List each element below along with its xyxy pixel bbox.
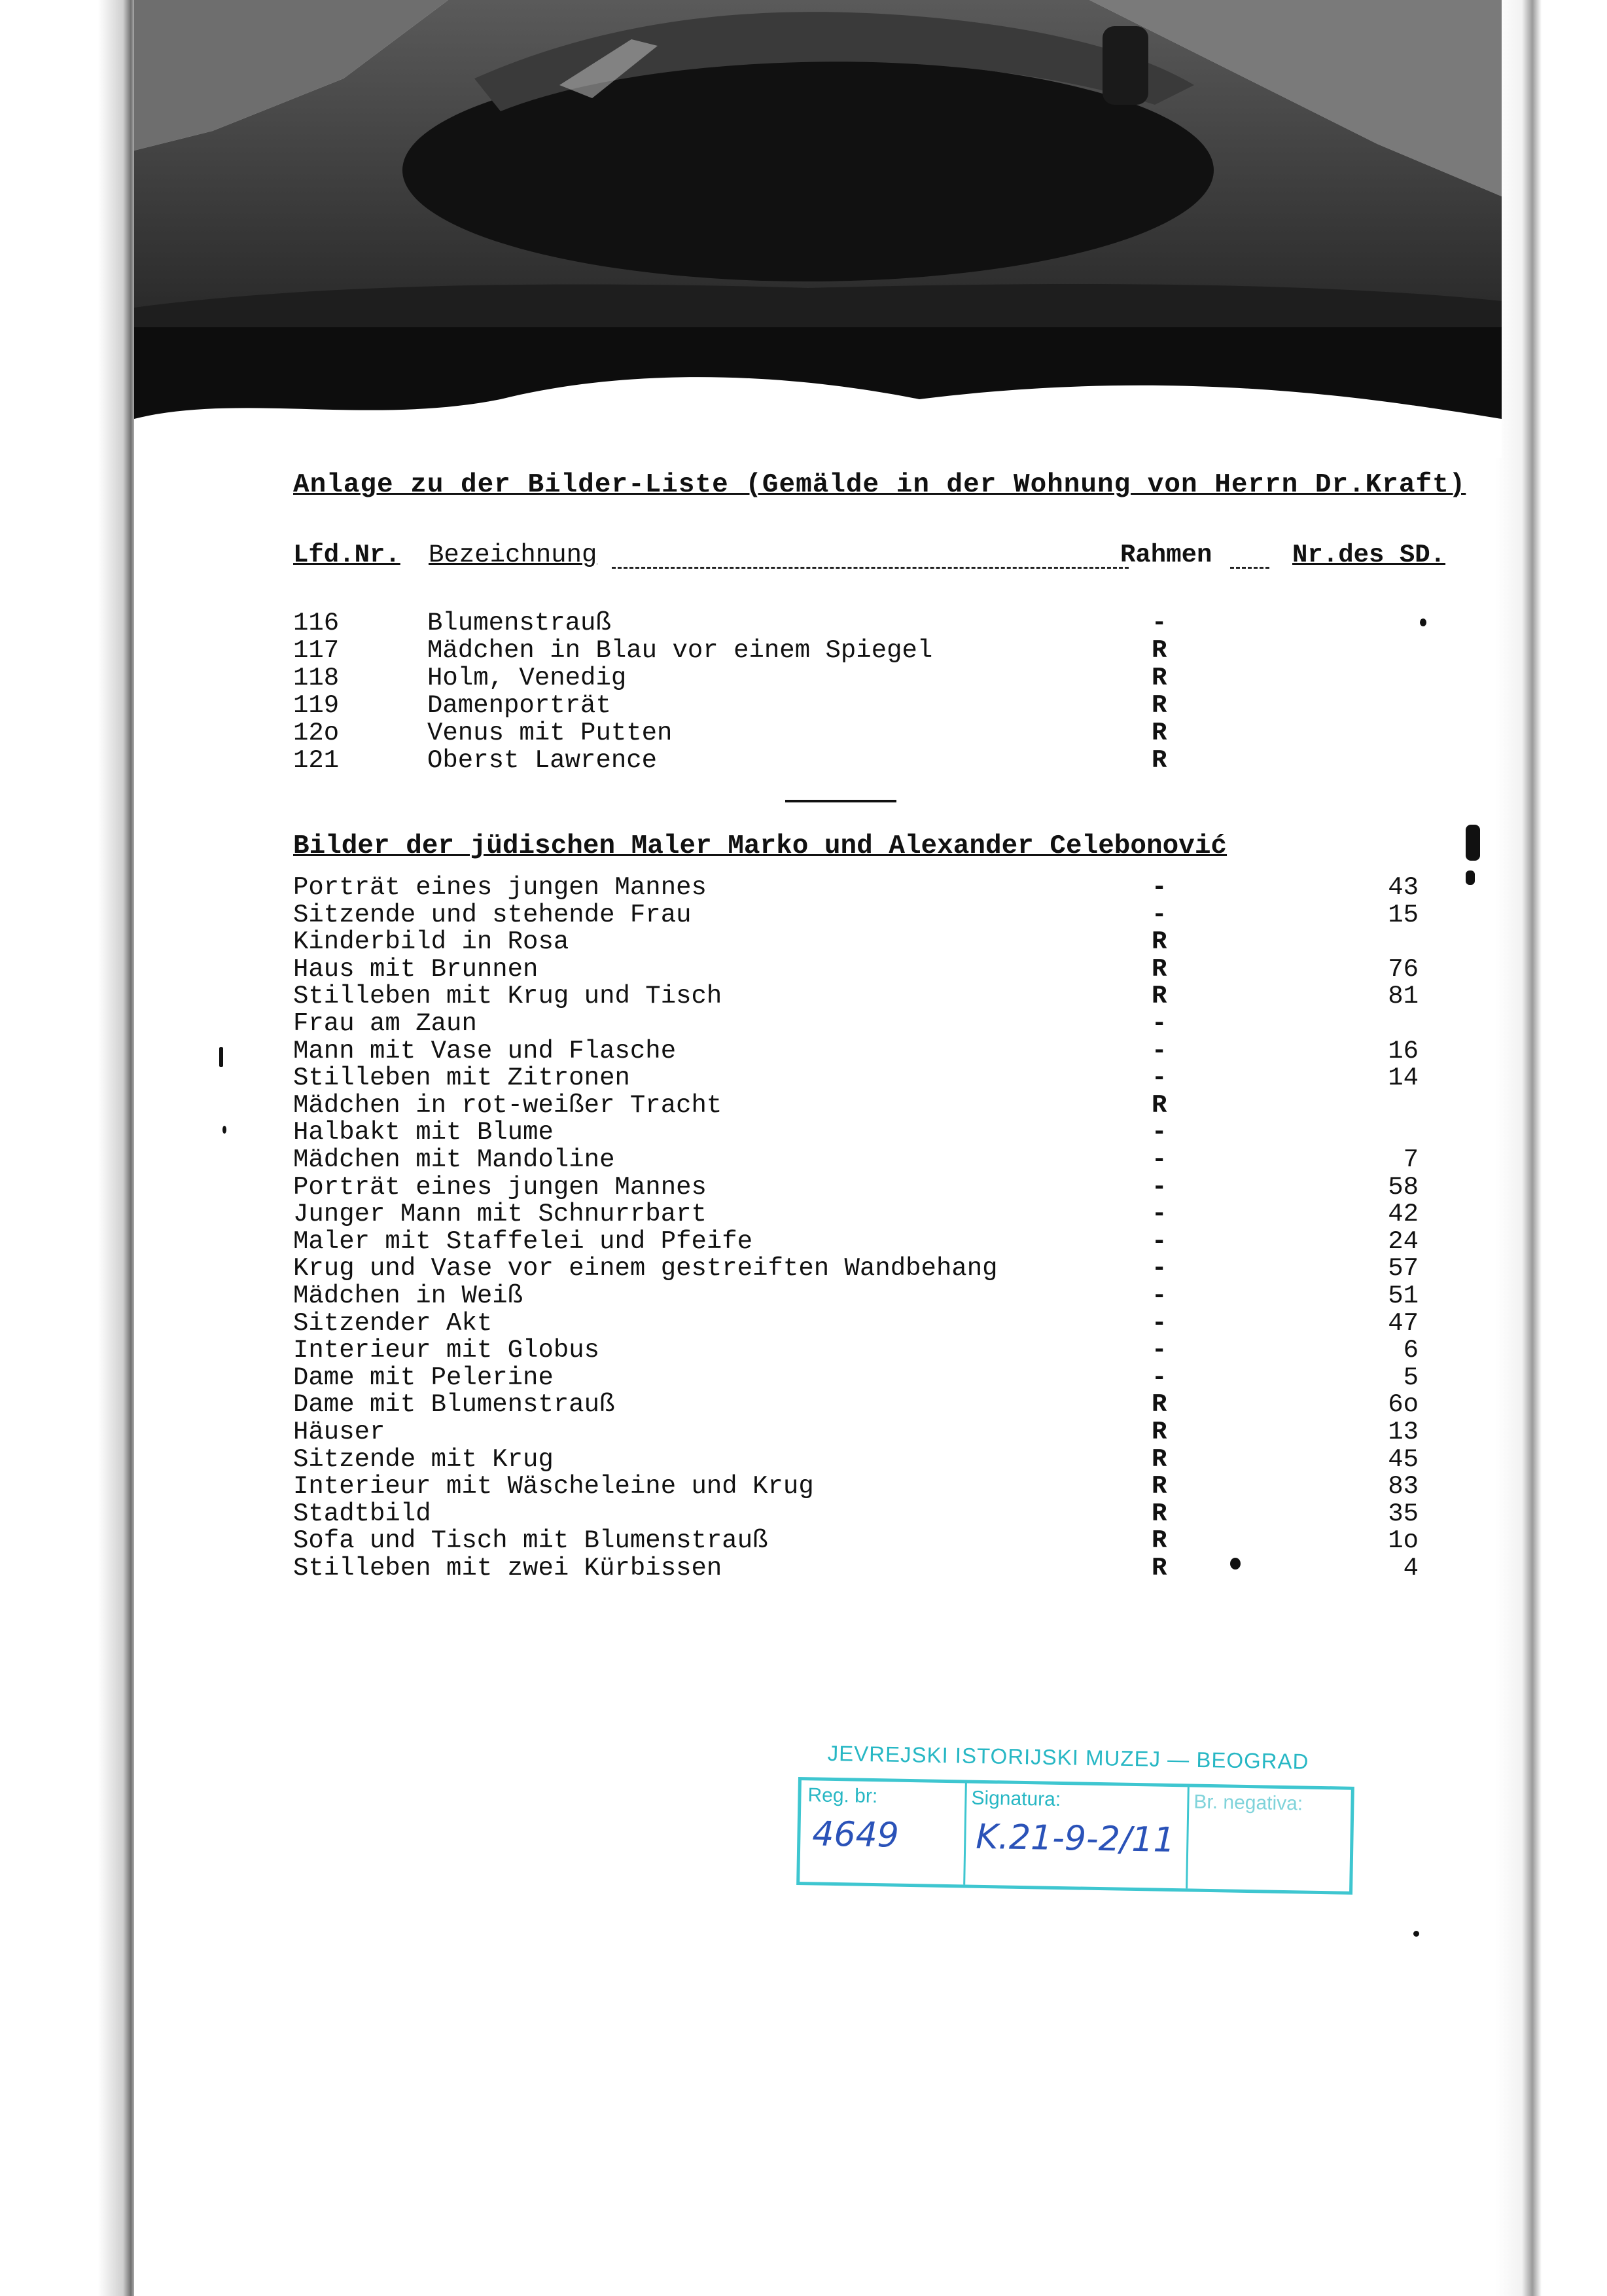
item-title: Halbakt mit Blume <box>293 1118 554 1147</box>
stamp-cell-reg <box>800 1780 967 1884</box>
item-title: Venus mit Putten <box>427 719 673 747</box>
item-frame-mark: - <box>1152 1309 1167 1338</box>
item-frame-mark: R <box>1152 636 1167 665</box>
item-frame-mark: R <box>1152 1472 1167 1501</box>
item-sd-number: 81 <box>1388 982 1419 1011</box>
item-title: Mädchen mit Mandoline <box>293 1145 615 1174</box>
item-title: Interieur mit Wäscheleine und Krug <box>293 1472 814 1501</box>
item-title: Frau am Zaun <box>293 1009 477 1038</box>
item-title: Dame mit Pelerine <box>293 1363 554 1392</box>
document-heading: Anlage zu der Bilder-Liste (Gemälde in der Wohnung von Herrn Dr.Kraft) <box>293 470 1466 500</box>
item-title: Holm, Venedig <box>427 664 627 692</box>
item-frame-mark: - <box>1152 1200 1167 1229</box>
item-frame-mark: R <box>1152 927 1167 956</box>
item-title: Sitzender Akt <box>293 1309 493 1338</box>
item-frame-mark: R <box>1152 746 1167 775</box>
item-frame-mark: - <box>1152 609 1167 637</box>
item-frame-mark: R <box>1152 664 1167 692</box>
item-title: Haus mit Brunnen <box>293 955 539 984</box>
stamp-title: JEVREJSKI ISTORIJSKI MUZEJ — BEOGRAD <box>827 1741 1309 1774</box>
item-number: 121 <box>293 746 340 775</box>
stamp-cell-negativ <box>1186 1787 1351 1891</box>
item-frame-mark: R <box>1152 1554 1167 1583</box>
item-frame-mark: R <box>1152 1445 1167 1474</box>
item-frame-mark: - <box>1152 1037 1167 1066</box>
stamp-reg-value: 4649 <box>811 1814 900 1856</box>
section-separator <box>785 800 896 802</box>
item-title: Junger Mann mit Schnurrbart <box>293 1200 707 1229</box>
item-sd-number: 43 <box>1388 873 1419 902</box>
item-title: Stilleben mit Zitronen <box>293 1064 630 1092</box>
item-sd-number: 14 <box>1388 1064 1419 1092</box>
item-number: 119 <box>293 691 340 720</box>
item-sd-number: 7 <box>1403 1145 1419 1174</box>
item-title: Sitzende und stehende Frau <box>293 901 692 929</box>
item-sd-number: 42 <box>1388 1200 1419 1229</box>
item-sd-number: 1o <box>1388 1526 1419 1555</box>
item-frame-mark: - <box>1152 1227 1167 1256</box>
item-title: Maler mit Staffelei und Pfeife <box>293 1227 753 1256</box>
stamp-box <box>796 1777 1354 1895</box>
item-sd-number: 83 <box>1388 1472 1419 1501</box>
item-frame-mark: R <box>1152 691 1167 720</box>
item-sd-number: 4 <box>1403 1554 1419 1583</box>
item-number: 117 <box>293 636 340 665</box>
item-title: Mann mit Vase und Flasche <box>293 1037 677 1066</box>
item-title: Sitzende mit Krug <box>293 1445 554 1474</box>
item-sd-number: 45 <box>1388 1445 1419 1474</box>
item-sd-number: 58 <box>1388 1173 1419 1202</box>
item-title: Interieur mit Globus <box>293 1336 600 1365</box>
header-dash-line <box>1230 567 1269 569</box>
item-sd-number: 15 <box>1388 901 1419 929</box>
item-title: Blumenstrauß <box>427 609 611 637</box>
item-frame-mark: R <box>1152 982 1167 1011</box>
item-title: Stilleben mit zwei Kürbissen <box>293 1554 722 1583</box>
item-frame-mark: - <box>1152 1145 1167 1174</box>
column-header-sd: Nr.des SD. <box>1292 541 1446 569</box>
item-frame-mark: - <box>1152 1336 1167 1365</box>
item-frame-mark: - <box>1152 1363 1167 1392</box>
item-frame-mark: R <box>1152 1091 1167 1120</box>
item-title: Mädchen in rot-weißer Tracht <box>293 1091 722 1120</box>
item-sd-number: 16 <box>1388 1037 1419 1066</box>
item-number: 116 <box>293 609 340 637</box>
item-title: Häuser <box>293 1418 385 1446</box>
item-title: Damenporträt <box>427 691 611 720</box>
item-title: Sofa und Tisch mit Blumenstrauß <box>293 1526 768 1555</box>
item-sd-number: 51 <box>1388 1282 1419 1310</box>
column-header-bezeichnung: Bezeichnung <box>429 541 597 569</box>
stamp-negativ-label: Br. negativa: <box>1193 1791 1303 1815</box>
stamp-reg-label: Reg. br: <box>807 1784 878 1808</box>
item-frame-mark: - <box>1152 1282 1167 1310</box>
item-frame-mark: R <box>1152 955 1167 984</box>
item-frame-mark: - <box>1152 1009 1167 1038</box>
stamp-signatura-label: Signatura: <box>971 1787 1061 1811</box>
header-dash-line <box>612 567 1129 569</box>
item-sd-number: 35 <box>1388 1499 1419 1528</box>
section-heading: Bilder der jüdischen Maler Marko und Alexander Celebonović <box>293 831 1227 861</box>
item-frame-mark: R <box>1152 719 1167 747</box>
item-sd-number: 57 <box>1388 1254 1419 1283</box>
item-title: Porträt eines jungen Mannes <box>293 1173 707 1202</box>
item-frame-mark: - <box>1152 1064 1167 1092</box>
stamp-signatura-value: K.21-9-2/11 <box>975 1817 1176 1861</box>
item-sd-number: 6o <box>1388 1390 1419 1419</box>
item-title: Dame mit Blumenstrauß <box>293 1390 615 1419</box>
column-header-rahmen: Rahmen <box>1120 541 1212 569</box>
item-frame-mark: - <box>1152 873 1167 902</box>
stamp-cell-signatura <box>963 1783 1190 1888</box>
item-frame-mark: R <box>1152 1499 1167 1528</box>
item-title: Stadtbild <box>293 1499 431 1528</box>
item-title: Mädchen in Blau vor einem Spiegel <box>427 636 933 665</box>
item-title: Kinderbild in Rosa <box>293 927 569 956</box>
item-number: 118 <box>293 664 340 692</box>
column-header-nr: Lfd.Nr. <box>293 541 400 569</box>
item-sd-number: 47 <box>1388 1309 1419 1338</box>
item-frame-mark: - <box>1152 1118 1167 1147</box>
item-frame-mark: - <box>1152 1254 1167 1283</box>
item-title: Mädchen in Weiß <box>293 1282 523 1310</box>
item-sd-number: 24 <box>1388 1227 1419 1256</box>
item-frame-mark: - <box>1152 1173 1167 1202</box>
item-frame-mark: R <box>1152 1526 1167 1555</box>
item-frame-mark: - <box>1152 901 1167 929</box>
item-sd-number: 76 <box>1388 955 1419 984</box>
item-title: Krug und Vase vor einem gestreiften Wandbehang <box>293 1254 998 1283</box>
item-title: Oberst Lawrence <box>427 746 658 775</box>
item-title: Porträt eines jungen Mannes <box>293 873 707 902</box>
item-number: 12o <box>293 719 340 747</box>
item-sd-number: 6 <box>1403 1336 1419 1365</box>
item-frame-mark: R <box>1152 1418 1167 1446</box>
item-sd-number: 13 <box>1388 1418 1419 1446</box>
museum-stamp <box>798 1741 1361 1892</box>
item-title: Stilleben mit Krug und Tisch <box>293 982 722 1011</box>
item-frame-mark: R <box>1152 1390 1167 1419</box>
item-sd-number: 5 <box>1403 1363 1419 1392</box>
